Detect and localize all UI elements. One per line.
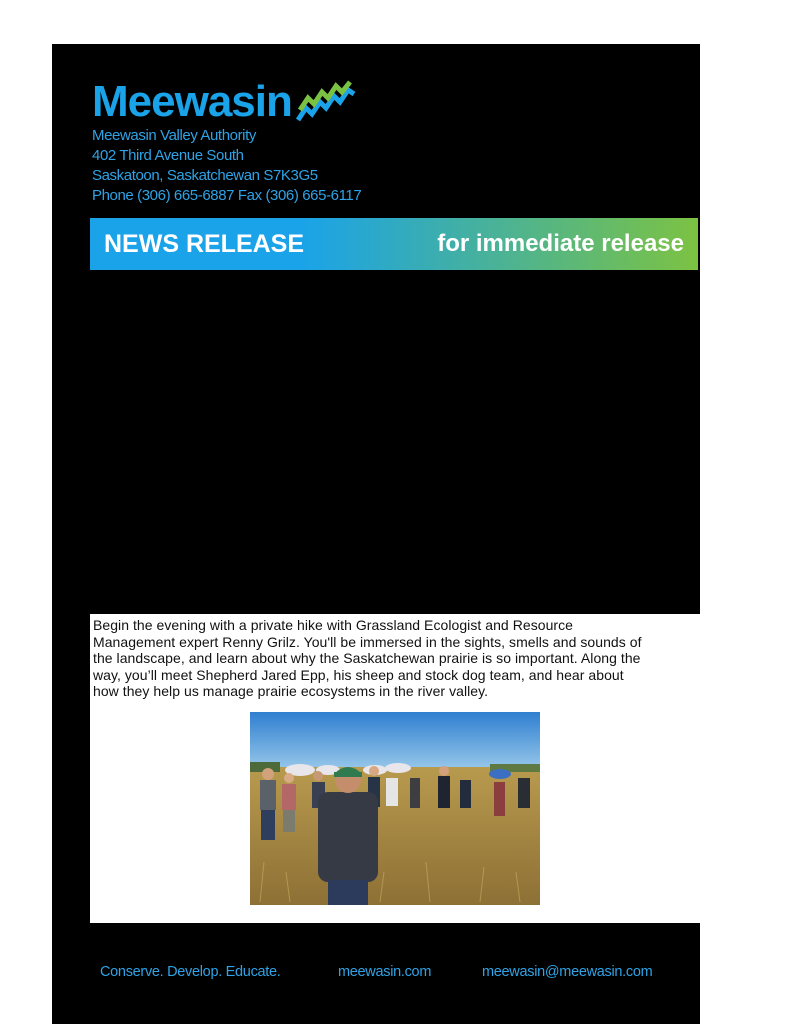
hike-group-photo bbox=[250, 712, 540, 905]
address-block bbox=[92, 126, 361, 206]
body-line: Begin the evening with a private hike with Grassland Ecologist and Resource bbox=[93, 617, 574, 633]
body-line: way, you’ll meet Shepherd Jared Epp, his sheep and stock dog team, and hear about bbox=[93, 666, 624, 683]
news-release-banner bbox=[90, 218, 698, 270]
footer-tagline: Conserve. Develop. Educate. bbox=[100, 964, 281, 980]
address-line-phone: Phone (306) 665-6887 Fax (306) 665-6117 bbox=[92, 187, 362, 204]
address-line-street: 402 Third Avenue South bbox=[92, 147, 244, 164]
body-paragraph bbox=[93, 617, 697, 700]
address-line-city: Saskatoon, Saskatchewan S7K3G5 bbox=[92, 167, 318, 184]
banner-subtitle: for immediate release bbox=[437, 230, 684, 257]
news-release-page bbox=[52, 44, 700, 1024]
footer bbox=[52, 964, 700, 984]
body-line: Management expert Renny Grilz. You'll be immersed in the sights, smells and sounds of bbox=[93, 633, 642, 650]
meewasin-logo bbox=[92, 78, 356, 126]
logo-waves-icon bbox=[296, 80, 356, 124]
logo-wordmark: Meewasin bbox=[92, 77, 292, 126]
body-line: the landscape, and learn about why the Saskatchewan prairie is so important. Along the bbox=[93, 650, 641, 666]
footer-email-link[interactable]: meewasin@meewasin.com bbox=[482, 964, 653, 980]
photo-illustration bbox=[250, 712, 540, 905]
banner-title: NEWS RELEASE bbox=[104, 229, 305, 258]
body-content bbox=[90, 614, 700, 923]
body-line: how they help us manage prairie ecosystems in the river valley. bbox=[93, 683, 489, 699]
address-line-org: Meewasin Valley Authority bbox=[92, 127, 256, 144]
footer-website-link[interactable]: meewasin.com bbox=[338, 964, 432, 980]
